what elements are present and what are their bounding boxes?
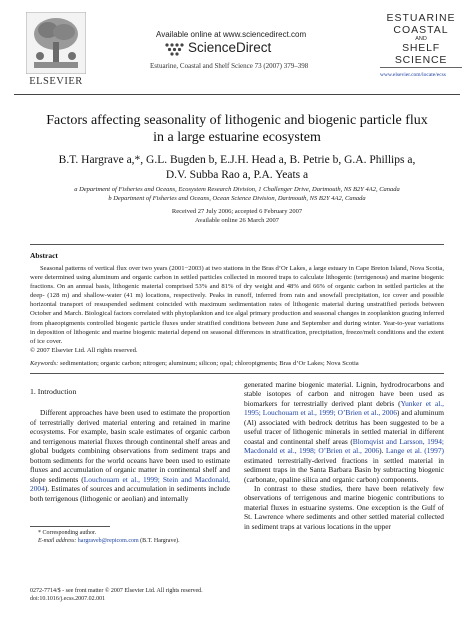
intro-text-6: estimated terrestrially-derived fractions in settled material in sediment traps in the Santa Barbara Basin by subtracting biogenic (carbonate, opaline silica and organic carbon) components. xyxy=(244,455,444,484)
intro-text-1: Different approaches have been used to estimate the proportion of terrestrially derived material entering and retained in marine ecosystems. For example, basin scale estimates of organic carbon and terrigenous material fluxes through continental shelf areas and global budgets combining observations from sediment traps and bottom sediments for the world oceans have been used to estimate fluxes and accumulation of organic matter in continental shelf and slope sediments ( xyxy=(30,408,230,484)
abstract-top-divider xyxy=(30,244,444,245)
doi-line: doi:10.1016/j.ecss.2007.02.001 xyxy=(30,596,106,602)
journal-title-line1: ESTUARINE xyxy=(386,12,456,24)
journal-header xyxy=(14,10,460,102)
intro-paragraph-1-cont xyxy=(244,380,444,484)
available-date: Available online 26 March 2007 xyxy=(195,216,279,224)
email-suffix: (B.T. Hargrave). xyxy=(138,538,180,544)
affiliation-b: b Department of Fisheries and Oceans, Ocean Science Division, Dartmouth, NS B2Y 4A2, Canada xyxy=(108,194,366,202)
journal-title-box xyxy=(380,12,462,66)
journal-citation: Estuarine, Coastal and Shelf Science 73 (2007) 379–398 xyxy=(150,62,309,70)
journal-title-line3: AND xyxy=(415,36,427,42)
received-date: Received 27 July 2006; accepted 6 February 2007 xyxy=(171,208,303,215)
keywords-list: sedimentation; organic carbon; nitrogen; aluminum; silicon; opal; chloropigments; Bras d’Or Lakes; Nova Scotia xyxy=(59,360,359,367)
right-column xyxy=(244,380,444,531)
email-note xyxy=(30,537,230,545)
intro-text-5: ). xyxy=(379,446,386,456)
author-line-1: B.T. Hargrave a,*, G.L. Bugden b, E.J.H. Head a, B. Petrie b, G.A. Phillips a, xyxy=(58,154,416,166)
intro-text-3: generated marine biogenic material. Lignin, hydrodrocarbons and stable isotopes of carbon and nitrogen have been used as biomarkers for terrestrially derived plant debris ( xyxy=(244,380,444,408)
author-line-2: D.V. Subba Rao a, P.A. Yeats a xyxy=(165,169,309,181)
section-heading-introduction: 1. Introduction xyxy=(30,387,77,396)
front-matter-line: 0272-7714/$ - see front matter © 2007 Elsevier Ltd. All rights reserved. xyxy=(30,588,203,594)
abstract-body: Seasonal patterns of vertical flux over two years (2001−2003) at two stations in the Bras d’Or Lakes, a large estuary in Cape Breton Island, Nova Scotia, were determined using aluminum and organic carbon in settled particles collected in moored traps to calculate lithogenic (terrigenous) and marine biogenic fractions. On an annual basis, lithogenic material comprised 53% and 81% of dry weight and 48% and 66% of organic carbon in settled particles at the deep- (128 m) and shallow-water (41 m) locations, respectively. Peaks in runoff, inferred from rain and snowfall precipitation, ice cover and possible horizontal transport of resuspended sediment coincided with maximum sedimentation rates of lithogenic material during unstratified periods between October and March. Biological factors correlated with phytoplankton and ice algal primary production and seasonal changes in zooplankton grazing inferred from phaeopigments controlled biogenic particle fluxes under stratified conditions between June and September and during winter. Year-to-year variations in deposition of lithogenic and marine biogenic material depend on seasonal differences in stratification, precipitation, freeze/melt conditions and the extent of ice cover. xyxy=(30,265,444,345)
intro-text-2: ). Estimates of sources and accumulation in sediments include both terrigenous (lithogenic or aeolian) and internally xyxy=(30,484,230,503)
journal-title-line4: SHELF SCIENCE xyxy=(394,42,448,66)
intro-paragraph-2: In contrast to these studies, there have been relatively few observations of terrigenous and marine biogenic contributions to material fluxes in estuarine systems. One exception is the Gulf of St. Lawrence where sediments and other settled material collected in sediment traps at various locations in the upper xyxy=(244,483,444,531)
journal-title-line2: COASTAL xyxy=(393,24,449,36)
abstract-copyright: © 2007 Elsevier Ltd. All rights reserved. xyxy=(30,346,138,354)
intro-text-4: ) and aluminum (Al) associated with bedrock detritus has been suggested to be a useful tracer of lithogenic minerals in settled material in different coastal and continental shelf areas ( xyxy=(244,408,444,446)
publisher-name: ELSEVIER xyxy=(29,76,83,87)
footnote xyxy=(30,529,230,545)
keywords-label: Keywords: xyxy=(30,360,59,367)
corresponding-author-note: * Corresponding author. xyxy=(38,530,97,536)
sciencedirect-dots-icon xyxy=(164,42,184,56)
intro-paragraph-1 xyxy=(30,408,230,503)
author-list xyxy=(40,153,434,183)
abstract-text xyxy=(30,264,444,355)
journal-url-link[interactable]: www.elsevier.com/locate/ecss xyxy=(380,72,446,78)
sciencedirect-wordmark: ScienceDirect xyxy=(188,40,272,55)
citation-link[interactable]: Blomqvist and Larsson, 1994; Macdonald et al., 1998; O’Brien et al., 2006 xyxy=(244,436,444,456)
abstract-heading: Abstract xyxy=(30,251,58,260)
abstract-bottom-divider xyxy=(30,373,444,374)
elsevier-tree-logo xyxy=(26,12,86,74)
citation-link[interactable]: Louchouarn et al., 1999; Stein and Macdonald, 2004 xyxy=(30,474,230,494)
email-link[interactable]: hargraveb@repicom.com xyxy=(77,538,139,544)
page-footer xyxy=(30,587,270,603)
footnote-divider xyxy=(30,526,110,527)
left-column xyxy=(30,387,230,503)
article-dates xyxy=(40,208,434,225)
email-label: E-mail address: xyxy=(38,538,78,544)
affiliations xyxy=(40,186,434,203)
journal-box-divider xyxy=(380,67,462,68)
article-title: Factors affecting seasonality of lithogenic and biogenic particle flux in a large estuarine ecosystem xyxy=(46,113,428,145)
citation-link[interactable]: Lange et al. (1997) xyxy=(385,446,444,456)
header-divider xyxy=(14,94,460,95)
available-online-text: Available online at www.sciencedirect.com xyxy=(156,30,307,39)
citation-link[interactable]: Yunker et al., 1995; Louchouarn et al., 1999; O’Brien et al., 2006 xyxy=(244,398,444,418)
keywords xyxy=(30,360,444,367)
affiliation-a: a Department of Fisheries and Oceans, Ecosystem Research Division, 1 Challenger Drive, Dartmouth, NS B2Y 4A2, Canada xyxy=(74,186,400,193)
